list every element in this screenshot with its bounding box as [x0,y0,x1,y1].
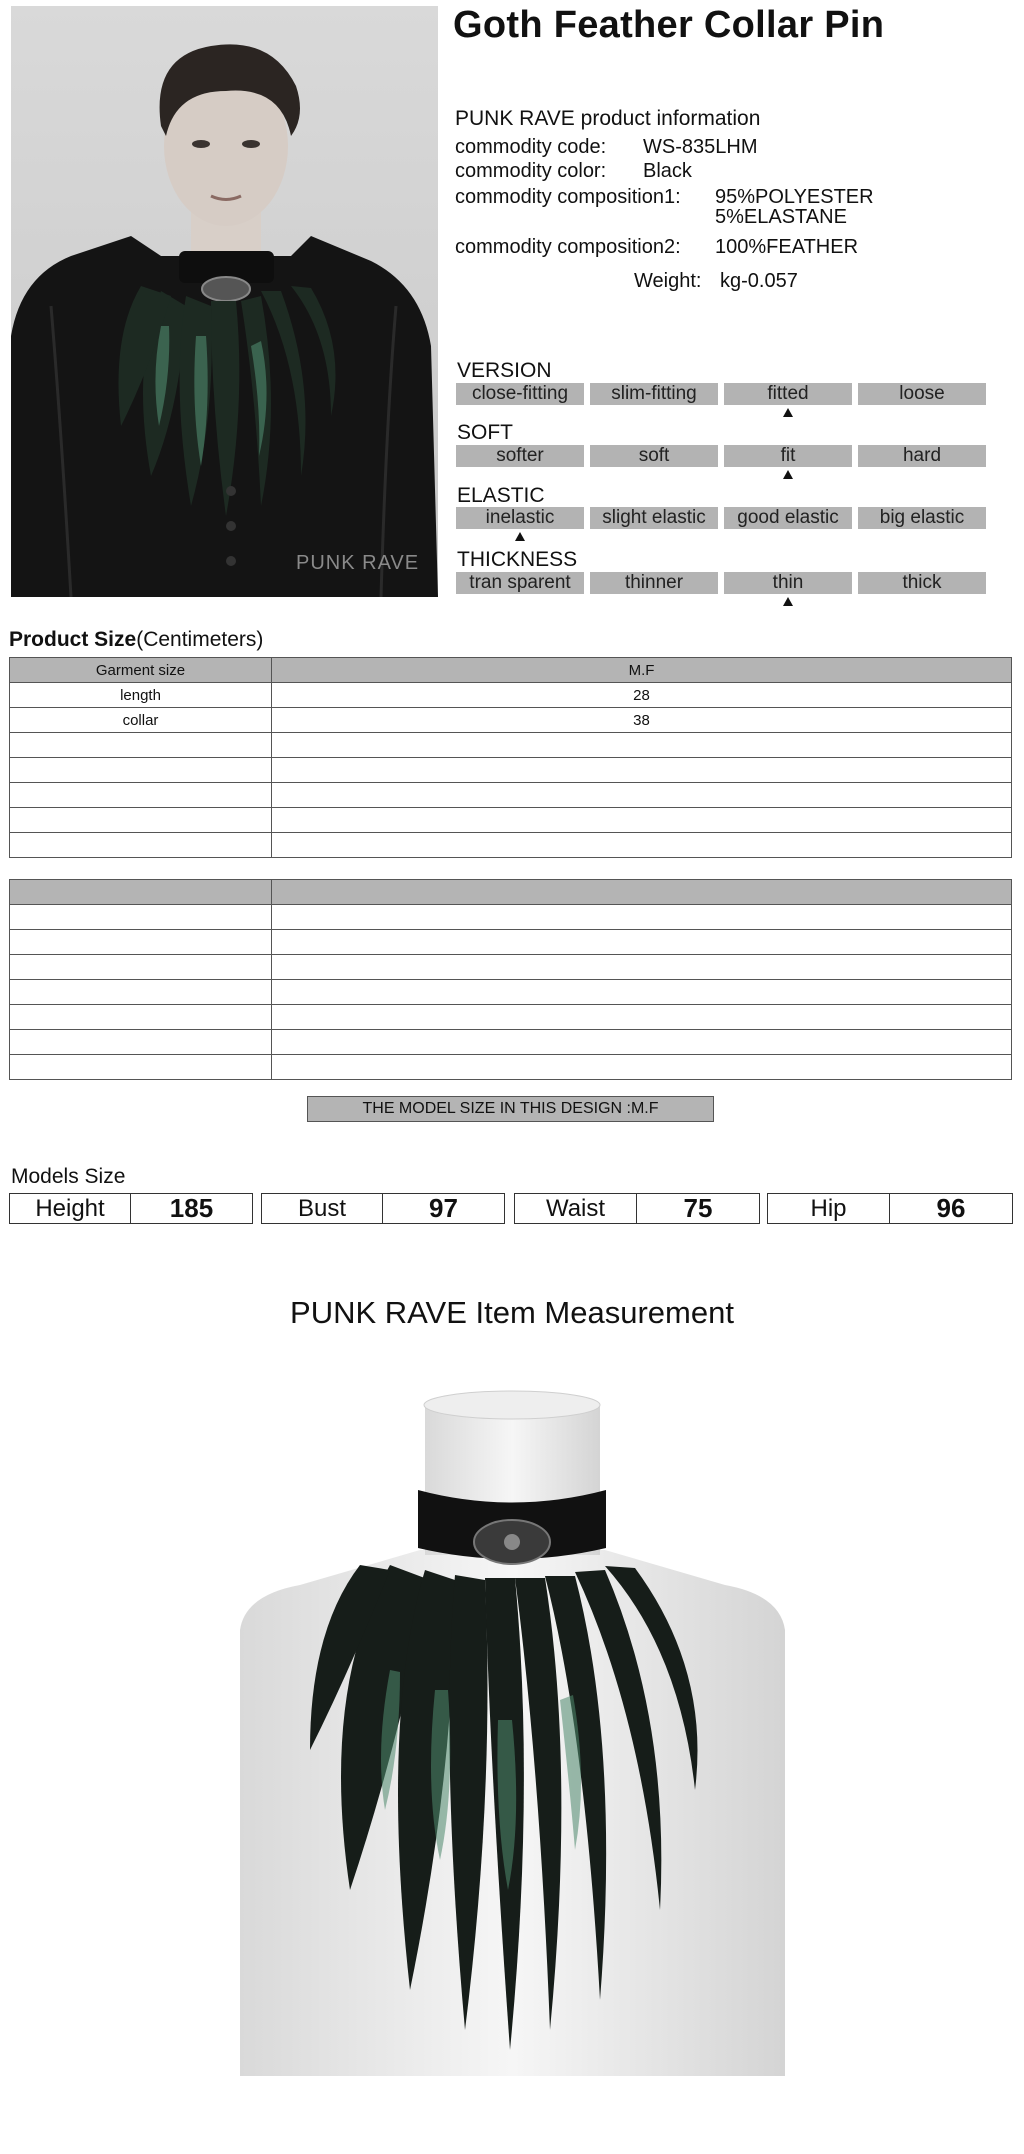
table-row [10,833,1012,858]
code-label: commodity code: [455,136,607,158]
model-design-size: THE MODEL SIZE IN THIS DESIGN :M.F [307,1096,714,1122]
thickness-scale [456,572,986,594]
table-row [10,733,1012,758]
version-marker [783,408,793,417]
table-cell: 38 [272,708,1012,733]
hip-value: 96 [936,1193,966,1223]
table-cell [272,1005,1012,1030]
soft-title: SOFT [457,421,513,444]
soft-option: soft [590,445,718,467]
table-cell [10,905,272,930]
bust-label: Bust [262,1194,383,1223]
elastic-option: good elastic [724,507,852,529]
table-cell [272,905,1012,930]
table-row [10,1030,1012,1055]
table-cell [272,930,1012,955]
table-cell: 28 [272,683,1012,708]
table-cell [10,758,272,783]
waist-value: 75 [683,1193,713,1223]
table-row [10,683,1012,708]
mannequin-illustration [240,1390,785,2076]
version-title: VERSION [457,359,552,382]
table-cell [10,808,272,833]
table-row [10,758,1012,783]
code-value: WS-835LHM [643,136,758,158]
mannequin-photo [240,1390,785,2076]
table-cell [272,758,1012,783]
thickness-option: thin [724,572,852,594]
height-label: Height [10,1194,131,1223]
info-heading: PUNK RAVE product information [455,107,761,130]
comp1-value-2: 5%ELASTANE [715,206,847,228]
table-cell [10,1005,272,1030]
table-row [10,1055,1012,1080]
thickness-title: THICKNESS [457,548,578,571]
table-cell [272,808,1012,833]
model-hip-box [767,1193,1013,1224]
table-cell [10,783,272,808]
comp1-label: commodity composition1: [455,186,681,208]
table-cell [272,980,1012,1005]
table-cell [10,930,272,955]
weight-value: kg-0.057 [720,270,798,292]
waist-label: Waist [515,1194,637,1223]
table-cell [10,1055,272,1080]
hip-label: Hip [768,1194,890,1223]
height-value: 185 [169,1193,214,1223]
elastic-title: ELASTIC [457,484,545,507]
info-comp1-row [455,186,915,230]
weight-label: Weight: [634,270,702,292]
header-cell: Garment size [10,658,272,683]
size-table-header [10,658,1012,683]
table-row [10,905,1012,930]
table-cell [272,733,1012,758]
table-cell [10,833,272,858]
version-option: close-fitting [456,383,584,405]
table-row [10,808,1012,833]
product-title: Goth Feather Collar Pin [453,4,885,46]
version-option: loose [858,383,986,405]
table-row [10,955,1012,980]
model-height-box [9,1193,253,1224]
table-row [10,930,1012,955]
model-bust-box [261,1193,505,1224]
table-row [10,1005,1012,1030]
comp2-value: 100%FEATHER [715,236,859,258]
soft-option: fit [724,445,852,467]
table-cell [272,1055,1012,1080]
blank-size-table [9,879,1012,1080]
thickness-marker [783,597,793,606]
soft-marker [783,470,793,479]
thickness-option: thick [858,572,986,594]
header-cell: M.F [272,658,1012,683]
info-code-row [455,136,875,158]
soft-scale [456,445,986,467]
info-weight-row [634,270,874,292]
info-color-row [455,160,875,182]
product-size-title [9,628,263,652]
elastic-option: big elastic [858,507,986,529]
watermark-text: PUNK RAVE [296,552,420,574]
hero-photo [11,6,438,597]
table-row [10,708,1012,733]
elastic-option: slight elastic [590,507,718,529]
bust-value: 97 [429,1193,458,1223]
table-cell [272,955,1012,980]
measurement-title: PUNK RAVE Item Measurement [290,1295,734,1330]
elastic-scale [456,507,986,529]
header-cell [272,880,1012,905]
size-table [9,657,1012,858]
product-size-title-bold: Product Size [9,628,137,651]
table-cell: length [10,683,272,708]
product-size-title-unit: (Centimeters) [136,628,264,651]
comp2-label: commodity composition2: [455,236,681,258]
color-label: commodity color: [455,160,607,182]
table-row [10,980,1012,1005]
table-cell [10,733,272,758]
header-cell [10,880,272,905]
blank-table-header [10,880,1012,905]
table-cell [10,955,272,980]
table-cell [272,783,1012,808]
thickness-option: tran sparent [456,572,584,594]
comp1-value-1: 95%POLYESTER [715,186,874,208]
info-comp2-row [455,236,915,258]
models-size-title: Models Size [11,1165,126,1188]
version-option: fitted [724,383,852,405]
table-cell [272,833,1012,858]
table-cell [10,980,272,1005]
table-cell: collar [10,708,272,733]
model-waist-box [514,1193,760,1224]
soft-option: hard [858,445,986,467]
model-illustration [11,6,438,597]
elastic-option: inelastic [456,507,584,529]
soft-option: softer [456,445,584,467]
elastic-marker [515,532,525,541]
table-row [10,783,1012,808]
thickness-option: thinner [590,572,718,594]
version-option: slim-fitting [590,383,718,405]
table-cell [272,1030,1012,1055]
color-value: Black [643,160,692,182]
version-scale [456,383,986,405]
table-cell [10,1030,272,1055]
